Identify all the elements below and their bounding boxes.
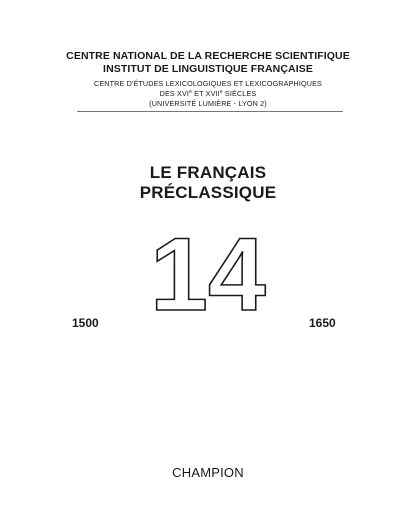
volume-number-outline (138, 222, 278, 322)
period-end-year: 1650 (309, 316, 336, 330)
volume-number (0, 222, 416, 322)
centuries-middle: ET XVII (192, 89, 220, 98)
institution-header (0, 50, 416, 109)
header-divider (77, 111, 343, 112)
org-name-cnrs: CENTRE NATIONAL DE LA RECHERCHE SCIENTIFIQUE (66, 50, 350, 62)
research-centre-name: CENTRE D'ÉTUDES LEXICOLOGIQUES ET LEXICOGRAPHIQUES (93, 79, 322, 88)
series-title (0, 163, 416, 202)
centuries-prefix: DES XVI (159, 89, 190, 98)
research-centre-block (0, 79, 416, 109)
centuries-superscript-2: e (219, 89, 223, 95)
period-start-year: 1500 (72, 316, 99, 330)
centuries-suffix: SIÈCLES (222, 89, 257, 98)
org-name-institut: INSTITUT DE LINGUISTIQUE FRANÇAISE (103, 63, 313, 75)
university-name: (UNIVERSITÉ LUMIÈRE - LYON 2) (149, 99, 267, 108)
volume-number-text: 14 (150, 222, 266, 322)
centuries-superscript-1: e (189, 89, 192, 95)
publisher-name: CHAMPION (172, 465, 244, 480)
series-title-line-2: PRÉCLASSIQUE (139, 182, 277, 202)
research-centre-centuries (0, 89, 416, 99)
series-title-line-1: LE FRANÇAIS (149, 163, 267, 182)
